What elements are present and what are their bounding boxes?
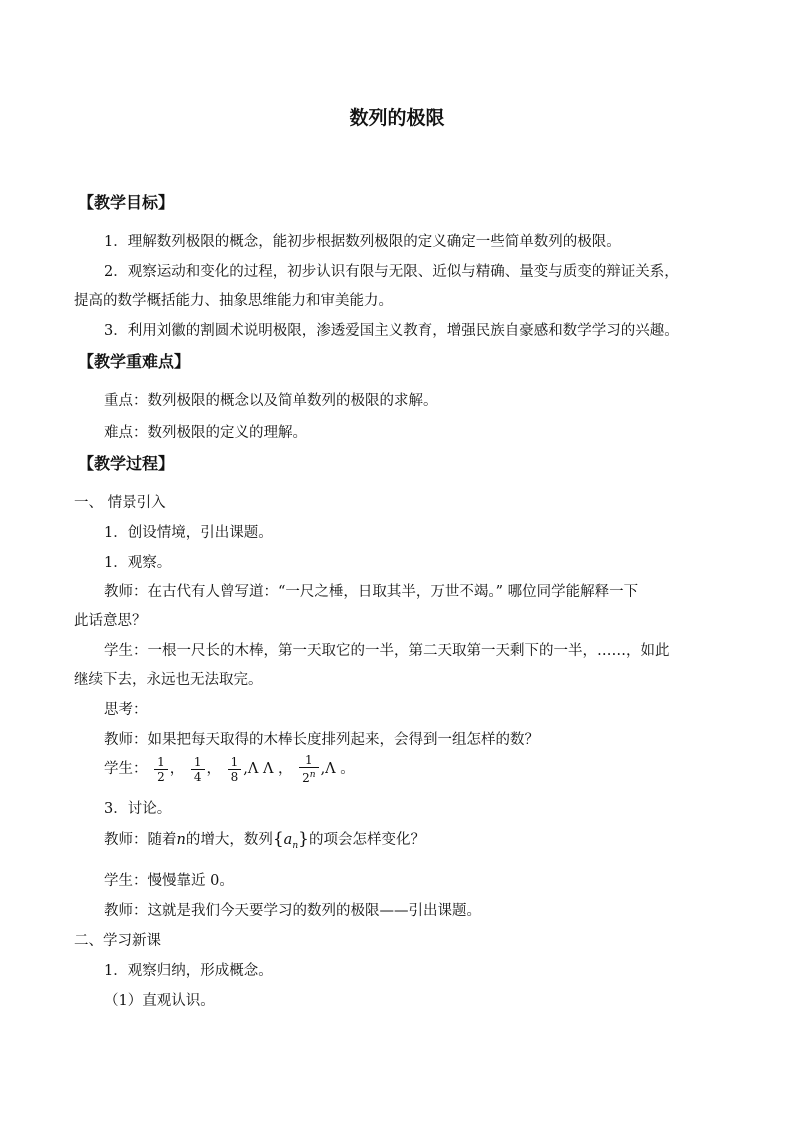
heading-goals: 【教学目标】 (78, 193, 175, 212)
text: 的项会怎样变化？ (308, 832, 425, 848)
teacher-question: 教师：如果把每天取得的木棒长度排列起来，会得到一组怎样的数？ (104, 732, 539, 748)
brace-open: { (272, 829, 284, 849)
denominator (299, 768, 318, 785)
teacher-intro-topic: 教师：这就是我们今天要学习的数列的极限——引出课题。 (104, 903, 481, 919)
numerator: 1 (299, 753, 318, 768)
separator: ， (169, 761, 185, 777)
fraction (299, 753, 318, 785)
student-line-cont: 继续下去，永远也无法取完。 (74, 672, 263, 688)
variable-n: n (176, 832, 186, 848)
section-intro: 一、 情景引入 (74, 495, 166, 511)
keypoint-difficulty: 难点：数列极限的定义的理解。 (104, 425, 307, 441)
heading-process: 【教学过程】 (78, 454, 175, 473)
sequence-tail: ,Λ 。 (320, 761, 355, 777)
teacher-line: 教师：在古代有人曾写道：“一尺之棰，日取其半，万世不竭。” 哪位同学能解释一下 (104, 584, 639, 600)
text: 的增大，数列 (185, 832, 273, 848)
student-answer: 学生：慢慢靠近 0。 (104, 873, 234, 889)
goal-item-2-cont: 提高的数学概括能力、抽象思维能力和审美能力。 (74, 293, 393, 309)
think-label: 思考： (104, 702, 148, 718)
student-line: 学生：一根一尺长的木棒，第一天取它的一半，第二天取第一天剩下的一半，……，如此 (104, 643, 670, 659)
denominator: 8 (230, 769, 239, 784)
separator: ， (206, 761, 221, 777)
heading-keypoints: 【教学重难点】 (78, 352, 191, 371)
brace-close: } (298, 829, 309, 849)
section-new-lesson: 二、学习新课 (74, 933, 161, 949)
text: 教师：随着 (104, 832, 177, 848)
teacher-line-cont: 此话意思？ (74, 613, 147, 629)
process-line: 1．创设情境，引出课题。 (104, 525, 273, 541)
keypoint-focus: 重点：数列极限的概念以及简单数列的极限的求解。 (104, 393, 438, 409)
denominator-base: 2 (302, 771, 310, 785)
numerator: 1 (191, 755, 205, 770)
exponent: n (309, 770, 316, 780)
teacher-question-sequence (104, 829, 425, 856)
denominator: 2 (157, 769, 165, 784)
numerator: 1 (228, 755, 242, 770)
fraction (154, 755, 168, 784)
fraction (191, 755, 205, 784)
student-sequence (104, 752, 355, 786)
process-line: （1）直观认识。 (104, 993, 215, 1009)
ellipsis: ,Λ Λ ， (243, 761, 293, 777)
denominator: 4 (193, 769, 202, 784)
process-line: 1．观察归纳，形成概念。 (104, 963, 273, 979)
numerator: 1 (154, 755, 168, 770)
fraction (228, 755, 242, 784)
goal-item-1: 1．理解数列极限的概念，能初步根据数列极限的定义确定一些简单数列的极限。 (104, 234, 621, 250)
page-title: 数列的极限 (349, 107, 445, 129)
student-label: 学生： (104, 761, 148, 777)
goal-item-2: 2．观察运动和变化的过程，初步认识有限与无限、近似与精确、量变与质变的辩证关系， (104, 264, 679, 280)
process-line: 1．观察。 (104, 555, 172, 571)
subscript-n: n (292, 840, 299, 851)
discuss-label: 3．讨论。 (104, 801, 172, 817)
sequence-term: a (283, 832, 293, 848)
goal-item-3: 3．利用刘徽的割圆术说明极限，渗透爱国主义教育，增强民族自豪感和数学学习的兴趣。 (104, 323, 679, 339)
